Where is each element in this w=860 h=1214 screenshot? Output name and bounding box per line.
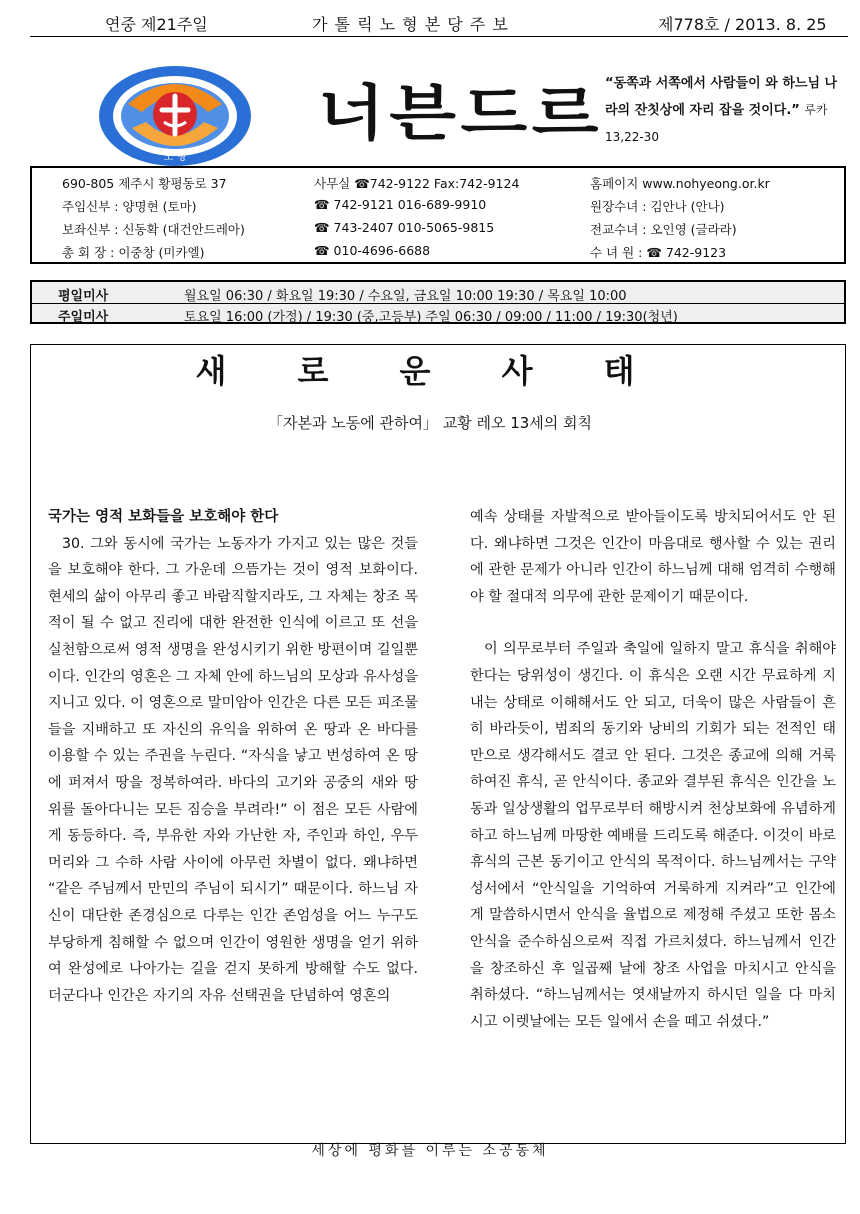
article-paragraph-rest: 이 의무로부터 주일과 축일에 일하지 말고 휴식을 취해야 한다는 당위성이 생긴다. 이 휴식은 오랜 시간 무료하게 지내는 상태로 이해해서도 안 되고, 더욱이 많은 사람들이 흔히 바라듯이, 범죄의 동기와 낭비의 기회가 되는 전적인 태만으로 생각해서도 결코 안 된다. 그것은 종교에 의해 거룩하여진 휴식, 곧 안식이다. 종교와 결부된 휴식은 인간을 노동과 일상생활의 업무로부터 해방시켜 천상보화에 유념하게 하고 하느님께 마땅한 예배를 드리도록 해준다. 이것이 바로 휴식의 근본 동기이고 안식의 목적이다. 하느님께서는 구약성서에서 “안식일을 기억하여 거룩하게 지켜라”고 인간에게 말씀하시면서 안식을 율법으로 제정해 주셨고 또한 몸소 안식을 준수하심으로써 직접 가르치셨다. 하느님께서 인간을 창조하신 후 일곱째 날에 창조 사업을 마치시고 안식을 취하셨다. “하느님께서는 엿새날까지 하시던 일을 다 마치시고 이렛날에는 모든 일에서 손을 떼고 쉬셨다.” [470, 641, 836, 1030]
assistant-phone: ☎ 743-2407 010-5065-9815 [314, 220, 495, 235]
council-phone: ☎ 010-4696-6688 [314, 243, 431, 258]
convent-phone: 수 녀 원 : ☎ 742-9123 [590, 245, 727, 260]
homepage-link[interactable]: 홈페이지 www.nohyeong.or.kr [590, 176, 770, 191]
top-header-line [30, 8, 848, 36]
quote-reference: 루카13,22-30 [605, 103, 828, 144]
gospel-quote [605, 70, 845, 151]
article-paragraph-30: 30. 그와 동시에 국가는 노동자가 가지고 있는 많은 것들을 보호해야 한다. 그 가운데 으뜸가는 것이 영적 보화이다. 현세의 삶이 아무리 좋고 바람직할지라도, 그 자체는 창조 목적이 될 수 없고 진리에 대한 완전한 인식에 이르고 또 선을 실천함으로써 영적 생명을 완성시키기 위한 방편이며 길일뿐이다. 인간의 영혼은 그 자체 안에 하느님의 모상과 유사성을 지니고 있다. 이 영혼으로 말미암아 인간은 다른 모든 피조물들을 지배하고 또 자신의 유익을 위하여 온 땅과 온 바다를 이용할 수 있는 주권을 누린다. “자식을 낳고 번성하여 온 땅에 퍼져서 땅을 정복하여라. 바다의 고기와 공중의 새와 땅 위를 돌아다니는 모든 짐승을 부려라!” 이 점은 모든 사람에게 동등하다. 즉, 부유한 자와 가난한 자, 주인과 하인, 우두머리와 그 수하 사람 사이에 아무런 차별이 없다. 왜냐하면 “같은 주님께서 만민의 주님이 되시기” 때문이다. 하느님 자신이 대단한 존경심으로 다루는 인간 존엄성을 어느 누구도 부당하게 침해할 수 없으며 인간이 영원한 생명을 얻기 위하여 완성에로 나아가는 길을 걷지 못하게 방해할 수도 없다. 더군다나 인간은 자기의 자유 선택권을 단념하여 영혼의 [48, 535, 418, 1004]
article-paragraph-30-continued: 예속 상태를 자발적으로 받아들이도록 방치되어서도 안 된다. 왜냐하면 그것은 인간이 마음대로 행사할 수 있는 권리에 관한 문제가 아니라 인간이 하느님께 대해 엄격히 수행해야 할 절대적 의무에 관한 문제이기 때문이다. [470, 509, 836, 605]
weekday-mass-times: 월요일 06:30 / 화요일 19:30 / 수요일, 금요일 10:00 19:30 / 목요일 10:00 [184, 289, 627, 304]
pastor-name: 주임신부 : 양명현 (토마) [62, 199, 197, 214]
sunday-mass-label: 주일미사 [58, 310, 109, 325]
article-column-right [470, 504, 836, 1035]
weekday-mass-label: 평일미사 [58, 289, 109, 304]
office-phone-fax: 사무실 ☎742-9122 Fax:742-9124 [314, 176, 520, 191]
mission-nun: 전교수녀 : 오인영 (글라라) [590, 222, 737, 237]
sunday-mass-row [32, 304, 844, 324]
parish-info-box [30, 166, 846, 264]
publication-name: 가 톨 릭 노 형 본 당 주 보 [312, 15, 509, 34]
quote-text: “동쪽과 서쪽에서 사람들이 와 하느님 나라의 잔칫상에 자리 잡을 것이다.” [605, 76, 838, 118]
issue-number-date: 제778호 / 2013. 8. 25 [658, 15, 827, 34]
parish-logo [98, 64, 253, 169]
article-column-left [48, 504, 418, 1009]
footer-motto: 세상에 평화를 이루는 소공동체 [311, 1143, 549, 1159]
liturgical-week: 연중 제21주일 [105, 15, 208, 34]
pastor-phone: ☎ 742-9121 016-689-9910 [314, 197, 487, 212]
mass-schedule [30, 280, 846, 324]
council-president: 총 회 장 : 이중창 (미카엘) [62, 245, 205, 260]
logo-text: 노 형 [163, 152, 187, 163]
parish-logo-graphic [98, 64, 253, 169]
head-nun: 원장수녀 : 김안나 (안나) [590, 199, 725, 214]
weekday-mass-row [32, 283, 844, 304]
parish-address: 690-805 제주시 황평동로 37 [62, 176, 227, 191]
section-heading: 국가는 영적 보화들을 보호해야 한다 [48, 509, 279, 525]
article-subtitle: 「자본과 노동에 관하여」 교황 레오 13세의 회칙 [267, 414, 593, 432]
sunday-mass-times: 토요일 16:00 (가정) / 19:30 (중,고등부) 주일 06:30 / 09:00 / 11:00 / 19:30(청년) [184, 310, 678, 325]
header-divider [30, 36, 848, 37]
assistant-priest: 보좌신부 : 신동확 (대건안드레아) [62, 222, 245, 237]
masthead-title: 너븐드르 [318, 79, 604, 149]
article-title: 새 로 운 사 태 [195, 352, 665, 390]
